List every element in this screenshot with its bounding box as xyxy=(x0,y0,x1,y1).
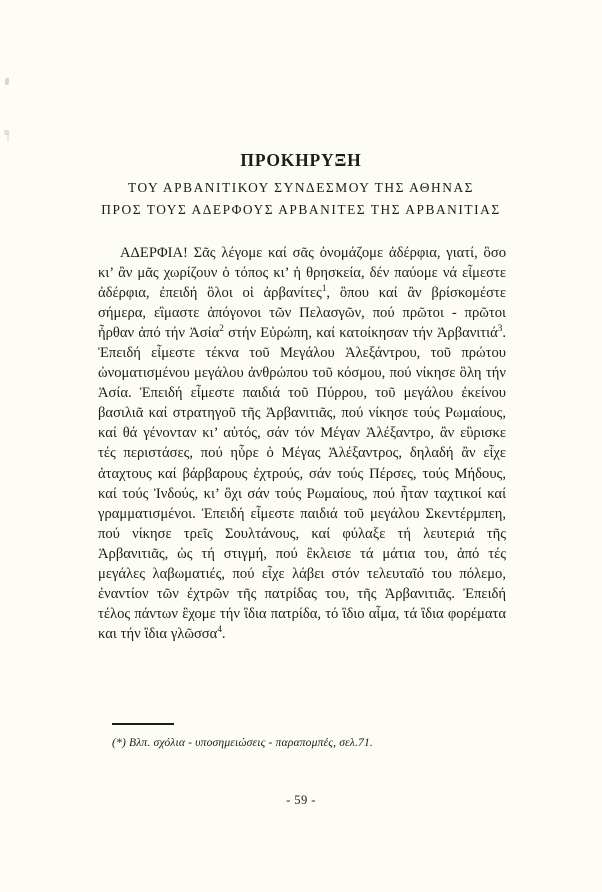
scan-artifact-icon xyxy=(7,133,9,142)
body-text-block xyxy=(98,243,506,644)
document-heading xyxy=(48,150,554,220)
scan-artifact-icon xyxy=(4,130,9,135)
scan-artifact-icon xyxy=(5,78,9,85)
body-paragraph: ΑΔΕΡΦΙΑ! Σᾶς λέγομε καί σᾶς ὀνομάζομε ἀδέρφια, γιατί, ὃσο κι’ ἂν μᾶς χωρίζουν ὁ τόπος κι’ ἡ θρησκεία, δέν παύομε νά εἶμεστε ἀδέρφια, ἐπειδή ὃλοι οἱ ἀρβανίτες$^1$, ὃπου καί ἂν βρίσκομέστε σήμερα, εἲμαστε ἀπόγονοι τῶν Πελασγῶν, πού πρῶτοι - πρῶτοι ἦρθαν ἀπό τήν Ἀσία$^2$ στήν Εὐρώπη, καί κατοίκησαν τήν Ἀρβανιτιά$^3$. Ἐπειδή εἶμεστε τέκνα τοῦ Μεγάλου Ἀλεξάντρου, τοῦ πρώτου ὠνοματισμένου μεγάλου ἀνθρώπου τοῦ κόσμου, πού νίκησε ὃλη τήν Ἀσία. Ἐπειδή εἶμεστε παιδιά τοῦ Πύρρου, τοῦ μεγάλου ἐκείνου βασιλιᾶ καί στρατηγοῦ τῆς Ἀρβανιτιᾶς, πού νίκησε τούς Ρωμαίους, καί θά γένονταν κι’ αὐτός, σάν τόν Μέγαν Ἀλέξαντρο, ἂν εὓρισκε τές περιστάσες, πού ηὗρε ὁ Μέγας Ἀλέξαντρος, δηλαδή ἂν εἶχε ἀταχτους καί βάρβαρους ἐχτρούς, σάν τούς Πέρσες, τούς Μήδους, καί τούς Ἰνδούς, κι’ ὂχι σάν τούς Ρωμαίους, πού ἦταν ταχτικοί καί γραμματισμένοι. Ἐπειδή εἶμεστε παιδιά τοῦ μεγάλου Σκεντέρμπεη, πού νίκησε τρεῖς Σουλτάνους, καί φύλαξε τή λευτεριά τῆς Ἀρβανιτιᾶς, ὡς τή στιγμή, πού ἒκλεισε τά μάτια του, ἀπό τές μεγάλες λαβωματιές, πού εἶχε λάβει στόν τελευταῖό του πόλεμο, ἐναντίον τῶν ἐχτρῶν τῆς πατρίδας του, τῆς Ἀρβανιτιᾶς. Ἐπειδή τέλος πάντων ἒχομε τήν ἲδια πατρίδα, τό ἲδιο αἶμα, τά ἲδια φορέματα και τήν ἲδια γλῶσσα$^4$. xyxy=(98,245,506,642)
footnote-separator-rule xyxy=(112,723,174,725)
subtitle-line-2: ΠΡΟΣ ΤΟΥΣ ΑΔΕΡΦΟΥΣ ΑΡΒΑΝΙΤΕΣ ΤΗΣ ΑΡΒΑΝΙΤΙΑΣ xyxy=(101,201,501,217)
subtitle-line-1: ΤΟΥ ΑΡΒΑΝΙΤΙΚΟΥ ΣΥΝΔΕΣΜΟΥ ΤΗΣ ΑΘΗΝΑΣ xyxy=(127,180,475,195)
footnote-text: (*) Βλπ. σχόλια - υποσημειώσεις - παραπομπές, σελ.71. xyxy=(112,736,373,749)
page-title: ΠΡΟΚΗΡΥΞΗ xyxy=(240,150,362,170)
page-number: - 59 - xyxy=(286,793,316,807)
